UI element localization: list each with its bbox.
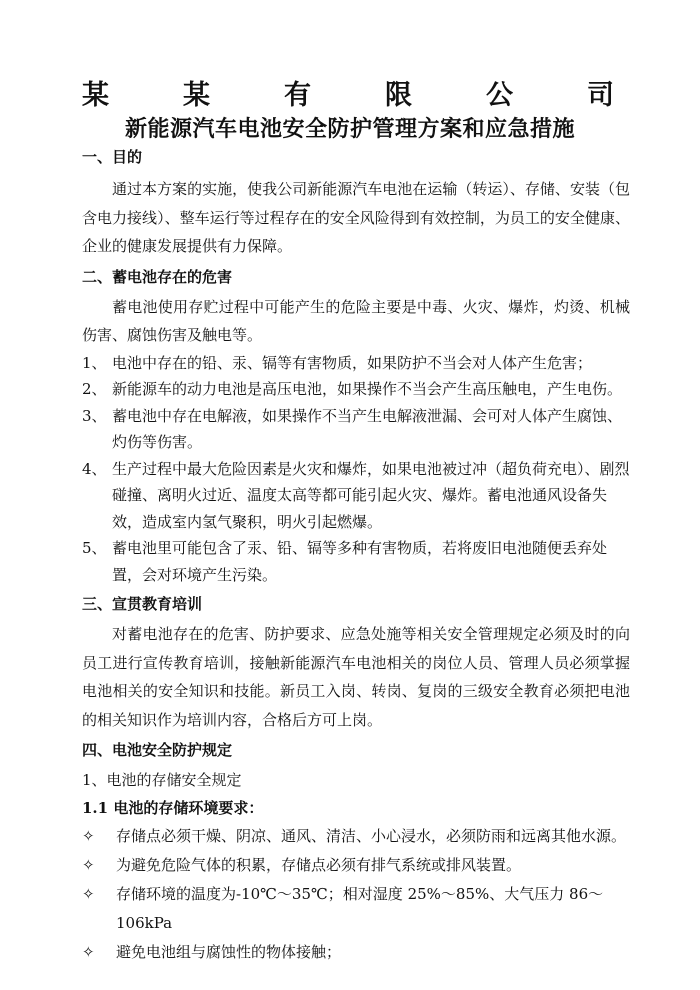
list-item xyxy=(82,822,630,851)
diamond-bullet-icon: ✧ xyxy=(82,856,95,874)
list-text: 生产过程中最大危险因素是火灾和爆炸，如果电池被过冲（超负荷充电）、剧烈碰撞、离明火过近、温度太高等都可能引起火灾、爆炸。蓄电池通风设备失效，造成室内氢气聚积，明火引起燃爆。 xyxy=(112,459,630,531)
company-char: 限 xyxy=(385,80,412,111)
list-number: 5、 xyxy=(82,539,107,557)
diamond-bullet-icon: ✧ xyxy=(82,885,95,903)
company-name xyxy=(82,78,614,114)
company-char: 公 xyxy=(486,80,513,111)
company-char: 某 xyxy=(183,80,210,111)
list-item xyxy=(82,535,630,588)
company-char: 有 xyxy=(284,80,311,111)
list-text: 为避免危险气体的积累，存储点必须有排气系统或排风装置。 xyxy=(116,856,522,874)
section-heading-training: 三、宣贯教育培训 xyxy=(82,595,203,613)
list-item xyxy=(82,880,630,938)
list-number: 2、 xyxy=(82,380,107,398)
list-item xyxy=(82,350,630,377)
paragraph-training: 对蓄电池存在的危害、防护要求、应急处施等相关安全管理规定必须及时的向员工进行宣传教育培训，接触新能源汽车电池相关的岗位人员、管理人员必须掌握电池相关的安全知识和技能。新员工入岗、转岗、复岗的三级安全教育必须把电池的相关知识作为培训内容，合格后方可上岗。 xyxy=(82,625,630,729)
document-body xyxy=(82,145,630,967)
list-number: 4、 xyxy=(82,459,107,478)
paragraph-hazards: 蓄电池使用存贮过程中可能产生的危险主要是中毒、火灾、爆炸，灼烫、机械伤害、腐蚀伤害及触电等。 xyxy=(82,297,630,344)
diamond-bullet-icon: ✧ xyxy=(82,827,95,845)
list-text: 存储点必须干燥、阴凉、通风、清洁、小心浸水，必须防雨和远离其他水源。 xyxy=(116,827,627,845)
subsection-storage: 1、电池的存储安全规定 xyxy=(82,771,242,789)
company-char: 司 xyxy=(587,80,614,111)
list-item xyxy=(82,938,630,967)
company-char: 某 xyxy=(82,80,109,111)
list-number: 1、 xyxy=(82,353,107,372)
section-heading-protection: 四、电池安全防护规定 xyxy=(82,741,233,759)
list-text: 存储环境的温度为-10℃～35℃；相对湿度 25%～85%、大气压力 86～106kPa xyxy=(116,885,604,932)
section-heading-purpose: 一、目的 xyxy=(82,148,143,166)
list-item xyxy=(82,403,630,456)
list-text: 避免电池组与腐蚀性的物体接触； xyxy=(116,943,342,961)
list-number: 3、 xyxy=(82,406,107,425)
list-text: 电池中存在的铅、汞、镉等有害物质，如果防护不当会对人体产生危害； xyxy=(112,353,593,372)
list-text: 新能源车的动力电池是高压电池，如果操作不当会产生高压触电，产生电伤。 xyxy=(112,380,623,398)
paragraph-purpose: 通过本方案的实施，使我公司新能源汽车电池在运输（转运）、存储、安装（包含电力接线）、整车运行等过程存在的安全风险得到有效控制，为员工的安全健康、企业的健康发展提供有力保障。 xyxy=(82,180,630,255)
diamond-bullet-icon: ✧ xyxy=(82,943,95,961)
list-item xyxy=(82,851,630,880)
list-text: 蓄电池里可能包含了汞、铅、镉等多种有害物质，若将废旧电池随便丢弃处置，会对环境产生污染。 xyxy=(112,539,608,584)
subsection-storage-environment: 1.1 电池的存储环境要求： xyxy=(82,799,264,817)
document-title: 新能源汽车电池安全防护管理方案和应急措施 xyxy=(124,116,575,142)
list-text: 蓄电池中存在电解液，如果操作不当产生电解液泄漏、会可对人体产生腐蚀、灼伤等伤害。 xyxy=(112,406,623,451)
section-heading-hazards: 二、蓄电池存在的危害 xyxy=(82,267,233,286)
list-item xyxy=(82,456,630,536)
list-item xyxy=(82,376,630,403)
